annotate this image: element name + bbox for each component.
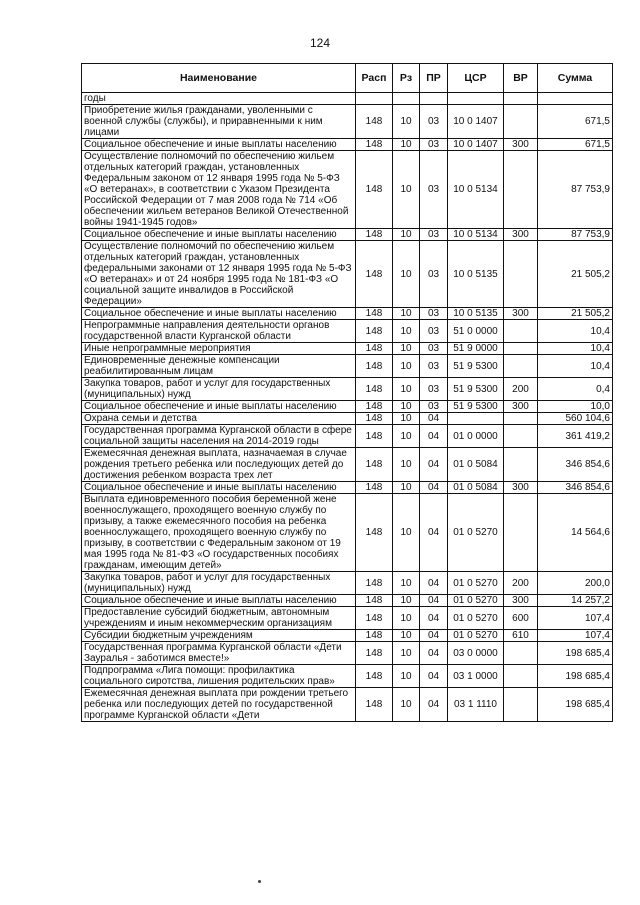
cell-sum: 346 854,6 — [538, 482, 613, 494]
cell-rasp: 148 — [356, 630, 393, 642]
cell-sum: 107,4 — [538, 607, 613, 630]
table-row — [82, 425, 613, 448]
table-row — [82, 494, 613, 572]
cell-csr: 01 0 5270 — [448, 572, 504, 595]
header-rz: Рз — [393, 64, 420, 93]
cell-pr: 03 — [420, 241, 448, 308]
cell-pr — [420, 93, 448, 105]
cell-sum: 346 854,6 — [538, 448, 613, 482]
cell-rasp: 148 — [356, 241, 393, 308]
table-body — [82, 93, 613, 722]
cell-sum: 560 104,6 — [538, 413, 613, 425]
cell-vr: 300 — [504, 482, 538, 494]
cell-vr — [504, 688, 538, 722]
cell-csr: 03 1 0000 — [448, 665, 504, 688]
cell-pr: 03 — [420, 105, 448, 139]
cell-rasp: 148 — [356, 607, 393, 630]
cell-vr — [504, 642, 538, 665]
table-row — [82, 448, 613, 482]
cell-vr — [504, 425, 538, 448]
cell-rasp: 148 — [356, 105, 393, 139]
cell-pr: 03 — [420, 229, 448, 241]
cell-sum: 107,4 — [538, 630, 613, 642]
cell-csr: 01 0 5270 — [448, 595, 504, 607]
table-row — [82, 642, 613, 665]
cell-pr: 03 — [420, 343, 448, 355]
cell-sum: 10,4 — [538, 320, 613, 343]
table-row — [82, 105, 613, 139]
cell-sum: 671,5 — [538, 139, 613, 151]
cell-name: Охрана семьи и детства — [82, 413, 356, 425]
cell-rz: 10 — [393, 572, 420, 595]
cell-rasp: 148 — [356, 688, 393, 722]
header-sum: Сумма — [538, 64, 613, 93]
cell-rz — [393, 93, 420, 105]
cell-pr: 04 — [420, 642, 448, 665]
cell-vr — [504, 241, 538, 308]
cell-csr: 03 0 0000 — [448, 642, 504, 665]
header-pr: ПР — [420, 64, 448, 93]
table-row — [82, 93, 613, 105]
cell-rasp: 148 — [356, 665, 393, 688]
cell-name: годы — [82, 93, 356, 105]
cell-rasp: 148 — [356, 482, 393, 494]
table-row — [82, 308, 613, 320]
cell-sum: 21 505,2 — [538, 241, 613, 308]
table-row — [82, 343, 613, 355]
cell-rasp: 148 — [356, 494, 393, 572]
cell-rasp: 148 — [356, 139, 393, 151]
cell-name: Государственная программа Курганской области в сфере социальной защиты населения на 2014-2019 годы — [82, 425, 356, 448]
cell-sum: 87 753,9 — [538, 151, 613, 229]
cell-csr: 51 9 5300 — [448, 401, 504, 413]
cell-csr: 10 0 5135 — [448, 241, 504, 308]
cell-vr: 300 — [504, 139, 538, 151]
cell-rasp: 148 — [356, 448, 393, 482]
cell-pr: 04 — [420, 425, 448, 448]
cell-name: Осуществление полномочий по обеспечению жильем отдельных категорий граждан, установленных федеральными законами от 12 января 1995 года № 5-ФЗ «О ветеранах» и от 24 ноября 1995 года № 181-ФЗ «О социальной защите инвалидов в Российской Федерации» — [82, 241, 356, 308]
cell-vr — [504, 343, 538, 355]
cell-rz: 10 — [393, 607, 420, 630]
cell-vr — [504, 494, 538, 572]
cell-sum: 198 685,4 — [538, 665, 613, 688]
cell-rz: 10 — [393, 320, 420, 343]
cell-csr: 51 0 0000 — [448, 320, 504, 343]
cell-sum: 10,4 — [538, 355, 613, 378]
cell-name: Государственная программа Курганской области «Дети Зауралья - заботимся вместе!» — [82, 642, 356, 665]
cell-sum: 0,4 — [538, 378, 613, 401]
cell-rasp: 148 — [356, 320, 393, 343]
cell-pr: 04 — [420, 630, 448, 642]
cell-pr: 03 — [420, 355, 448, 378]
cell-rz: 10 — [393, 343, 420, 355]
cell-csr: 01 0 5270 — [448, 630, 504, 642]
scan-dot — [258, 880, 261, 883]
cell-name: Социальное обеспечение и иные выплаты населению — [82, 139, 356, 151]
cell-name: Социальное обеспечение и иные выплаты населению — [82, 308, 356, 320]
cell-sum: 198 685,4 — [538, 642, 613, 665]
cell-sum: 198 685,4 — [538, 688, 613, 722]
cell-pr: 04 — [420, 688, 448, 722]
cell-rasp: 148 — [356, 572, 393, 595]
cell-rz: 10 — [393, 151, 420, 229]
cell-vr — [504, 105, 538, 139]
table-row — [82, 572, 613, 595]
cell-vr: 200 — [504, 378, 538, 401]
cell-vr: 300 — [504, 595, 538, 607]
cell-csr — [448, 93, 504, 105]
cell-csr: 51 9 5300 — [448, 355, 504, 378]
cell-pr: 04 — [420, 448, 448, 482]
table-row — [82, 401, 613, 413]
cell-sum — [538, 93, 613, 105]
cell-pr: 04 — [420, 572, 448, 595]
budget-table — [81, 63, 613, 722]
cell-csr — [448, 413, 504, 425]
cell-pr: 04 — [420, 413, 448, 425]
cell-rasp: 148 — [356, 355, 393, 378]
cell-pr: 04 — [420, 665, 448, 688]
cell-pr: 03 — [420, 320, 448, 343]
cell-name: Ежемесячная денежная выплата, назначаемая в случае рождения третьего ребенка или последующих детей до достижения ребенком возраста трех лет — [82, 448, 356, 482]
table-row — [82, 229, 613, 241]
cell-rz: 10 — [393, 688, 420, 722]
cell-rz: 10 — [393, 241, 420, 308]
cell-rasp: 148 — [356, 642, 393, 665]
header-vr: ВР — [504, 64, 538, 93]
cell-csr: 10 0 5134 — [448, 229, 504, 241]
table-row — [82, 151, 613, 229]
cell-csr: 01 0 0000 — [448, 425, 504, 448]
cell-csr: 01 0 5270 — [448, 494, 504, 572]
header-name: Наименование — [82, 64, 356, 93]
cell-rz: 10 — [393, 105, 420, 139]
cell-name: Иные непрограммные мероприятия — [82, 343, 356, 355]
table-row — [82, 413, 613, 425]
cell-rasp — [356, 93, 393, 105]
cell-rz: 10 — [393, 401, 420, 413]
cell-sum: 21 505,2 — [538, 308, 613, 320]
cell-vr — [504, 320, 538, 343]
cell-vr — [504, 151, 538, 229]
cell-vr — [504, 448, 538, 482]
table-row — [82, 378, 613, 401]
cell-pr: 03 — [420, 308, 448, 320]
cell-rasp: 148 — [356, 343, 393, 355]
cell-csr: 51 9 0000 — [448, 343, 504, 355]
cell-pr: 03 — [420, 401, 448, 413]
cell-rz: 10 — [393, 595, 420, 607]
table-row — [82, 482, 613, 494]
cell-csr: 01 0 5084 — [448, 448, 504, 482]
cell-rz: 10 — [393, 139, 420, 151]
cell-csr: 10 0 1407 — [448, 105, 504, 139]
table-header-row — [82, 64, 613, 93]
cell-vr: 600 — [504, 607, 538, 630]
cell-sum: 87 753,9 — [538, 229, 613, 241]
cell-name: Закупка товаров, работ и услуг для государственных (муниципальных) нужд — [82, 572, 356, 595]
cell-rz: 10 — [393, 482, 420, 494]
cell-rz: 10 — [393, 378, 420, 401]
table-row — [82, 630, 613, 642]
cell-rz: 10 — [393, 229, 420, 241]
cell-vr — [504, 93, 538, 105]
cell-name: Социальное обеспечение и иные выплаты населению — [82, 401, 356, 413]
cell-rz: 10 — [393, 425, 420, 448]
cell-name: Социальное обеспечение и иные выплаты населению — [82, 229, 356, 241]
cell-name: Социальное обеспечение и иные выплаты населению — [82, 482, 356, 494]
cell-sum: 361 419,2 — [538, 425, 613, 448]
cell-rasp: 148 — [356, 413, 393, 425]
cell-sum: 14 564,6 — [538, 494, 613, 572]
cell-rasp: 148 — [356, 229, 393, 241]
cell-csr: 10 0 1407 — [448, 139, 504, 151]
header-rasp: Расп — [356, 64, 393, 93]
table-row — [82, 688, 613, 722]
cell-name: Непрограммные направления деятельности органов государственной власти Курганской области — [82, 320, 356, 343]
cell-pr: 04 — [420, 607, 448, 630]
cell-rasp: 148 — [356, 378, 393, 401]
cell-vr — [504, 665, 538, 688]
table-row — [82, 320, 613, 343]
header-csr: ЦСР — [448, 64, 504, 93]
cell-csr: 01 0 5084 — [448, 482, 504, 494]
cell-sum: 200,0 — [538, 572, 613, 595]
cell-sum: 10,4 — [538, 343, 613, 355]
cell-pr: 03 — [420, 378, 448, 401]
cell-rasp: 148 — [356, 595, 393, 607]
cell-csr: 10 0 5134 — [448, 151, 504, 229]
cell-sum: 14 257,2 — [538, 595, 613, 607]
page-number: 124 — [309, 36, 331, 50]
cell-rasp: 148 — [356, 308, 393, 320]
cell-vr: 610 — [504, 630, 538, 642]
table-row — [82, 665, 613, 688]
cell-name: Предоставление субсидий бюджетным, автономным учреждениям и иным некоммерческим организациям — [82, 607, 356, 630]
cell-rasp: 148 — [356, 425, 393, 448]
cell-rz: 10 — [393, 413, 420, 425]
cell-sum: 671,5 — [538, 105, 613, 139]
cell-vr — [504, 413, 538, 425]
cell-csr: 51 9 5300 — [448, 378, 504, 401]
table-row — [82, 355, 613, 378]
table-row — [82, 241, 613, 308]
cell-name: Закупка товаров, работ и услуг для государственных (муниципальных) нужд — [82, 378, 356, 401]
cell-pr: 04 — [420, 595, 448, 607]
cell-pr: 03 — [420, 151, 448, 229]
cell-rasp: 148 — [356, 151, 393, 229]
cell-rz: 10 — [393, 494, 420, 572]
cell-rz: 10 — [393, 448, 420, 482]
cell-rz: 10 — [393, 355, 420, 378]
cell-csr: 01 0 5270 — [448, 607, 504, 630]
table-row — [82, 139, 613, 151]
cell-name: Осуществление полномочий по обеспечению жильем отдельных категорий граждан, установленных Федеральным законом от 12 января 1995 года № 5-ФЗ «О ветеранах», в соответствии с Указом Президента Российской Федерации от 7 мая 2008 года № 714 «Об обеспечении жильем ветеранов Великой Отечественной войны 1941-1945 годов» — [82, 151, 356, 229]
table-row — [82, 607, 613, 630]
cell-vr: 300 — [504, 229, 538, 241]
cell-name: Подпрограмма «Лига помощи: профилактика социального сиротства, лишения родительских прав» — [82, 665, 356, 688]
cell-vr: 200 — [504, 572, 538, 595]
cell-vr — [504, 355, 538, 378]
cell-pr: 04 — [420, 482, 448, 494]
cell-csr: 03 1 1110 — [448, 688, 504, 722]
cell-name: Приобретение жилья гражданами, уволенными с военной службы (службы), и приравненными к ним лицами — [82, 105, 356, 139]
cell-vr: 300 — [504, 401, 538, 413]
cell-rz: 10 — [393, 642, 420, 665]
cell-rasp: 148 — [356, 401, 393, 413]
cell-pr: 03 — [420, 139, 448, 151]
cell-csr: 10 0 5135 — [448, 308, 504, 320]
cell-pr: 04 — [420, 494, 448, 572]
cell-sum: 10,0 — [538, 401, 613, 413]
cell-name: Ежемесячная денежная выплата при рождении третьего ребенка или последующих детей по государственной программе Курганской области «Дети — [82, 688, 356, 722]
cell-name: Субсидии бюджетным учреждениям — [82, 630, 356, 642]
cell-name: Выплата единовременного пособия беременной жене военнослужащего, проходящего военную службу по призыву, а также ежемесячного пособия на ребенка военнослужащего, проходящего военную службу по призыву, в соответствии с Федеральным законом от 19 мая 1995 года № 81-ФЗ «О государственных пособиях гражданам, имеющим детей» — [82, 494, 356, 572]
cell-name: Социальное обеспечение и иные выплаты населению — [82, 595, 356, 607]
table-row — [82, 595, 613, 607]
cell-rz: 10 — [393, 308, 420, 320]
cell-rz: 10 — [393, 630, 420, 642]
cell-name: Единовременные денежные компенсации реабилитированным лицам — [82, 355, 356, 378]
cell-rz: 10 — [393, 665, 420, 688]
cell-vr: 300 — [504, 308, 538, 320]
